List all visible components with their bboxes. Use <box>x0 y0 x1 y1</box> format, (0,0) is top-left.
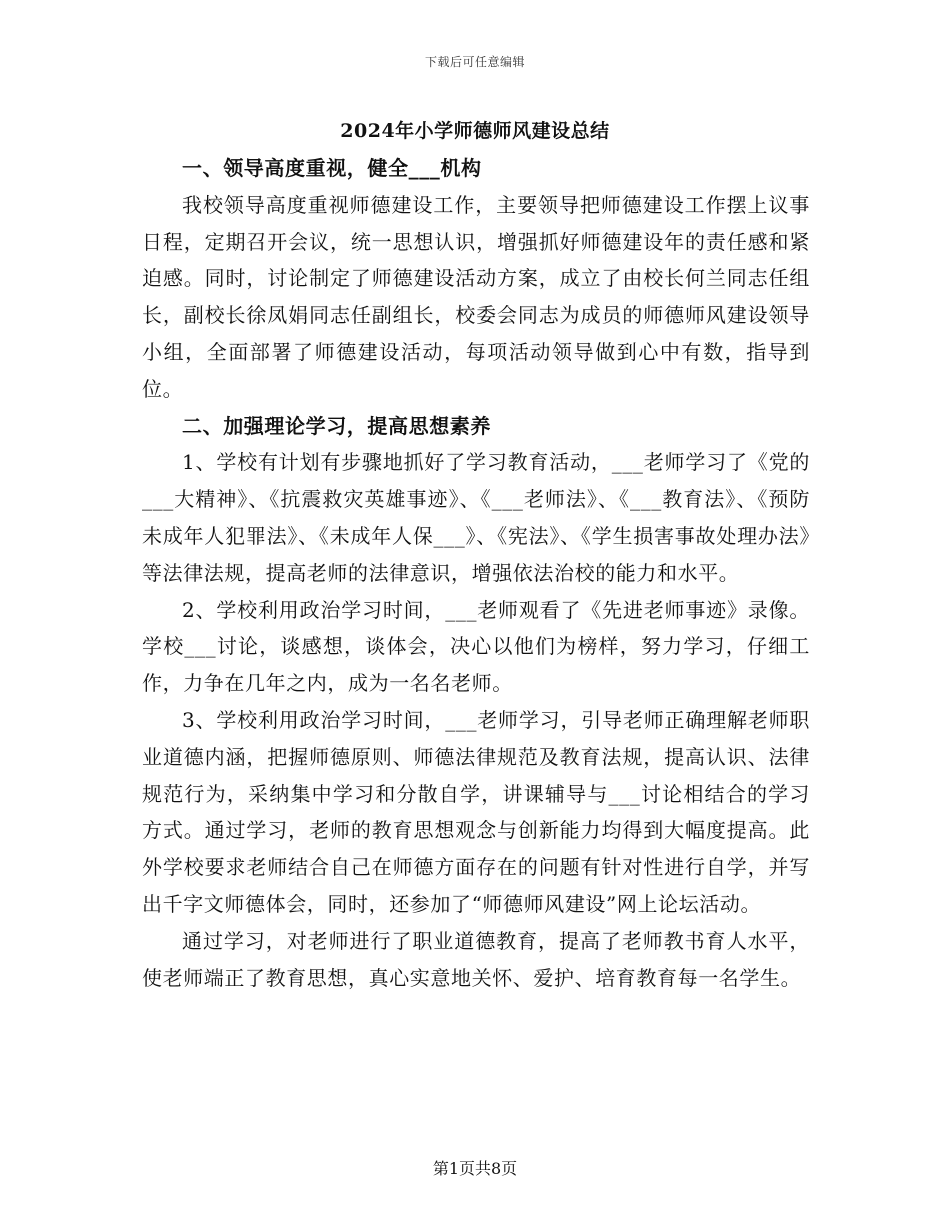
section-1-paragraph-1: 我校领导高度重视师德建设工作，主要领导把师德建设工作摆上议事日程，定期召开会议，统一思想认识，增强抓好师德建设年的责任感和紧迫感。同时，讨论制定了师德建设活动方案，成立了由校长何兰同志任组长，副校长徐凤娟同志任副组长，校委会同志为成员的师德师风建设领导小组，全面部署了师德建设活动，每项活动领导做到心中有数，指导到位。 <box>142 192 810 401</box>
section-2-paragraph-4: 通过学习，对老师进行了职业道德教育，提高了老师教书育人水平，使老师端正了教育思想，真心实意地关怀、爱护、培育教育每一名学生。 <box>142 928 810 990</box>
header-note: 下载后可任意编辑 <box>424 55 525 69</box>
page-number: 第1页共8页 <box>432 1159 518 1178</box>
document-title: 2024年小学师德师风建设总结 <box>340 120 610 142</box>
document-body <box>142 150 810 996</box>
section-2-heading: 二、加强理论学习，提高思想素养 <box>182 413 491 438</box>
section-1-heading: 一、领导高度重视，健全___机构 <box>182 156 482 180</box>
section-2-paragraph-2: 2、学校利用政治学习时间，___老师观看了《先进老师事迹》录像。学校___讨论，谈感想，谈体会，决心以他们为榜样，努力学习，仔细工作，力争在几年之内，成为一名名老师。 <box>142 597 810 696</box>
section-2-paragraph-1: 1、学校有计划有步骤地抓好了学习教育活动，___老师学习了《党的___大精神》、《抗震救灾英雄事迹》、《___老师法》、《___教育法》、《预防未成年人犯罪法》、《未成年人保___》、《宪法》、《学生损害事故处理办法》等法律法规，提高老师的法律意识，增强依法治校的能力和水平。 <box>142 450 810 585</box>
section-2-paragraph-3: 3、学校利用政治学习时间，___老师学习，引导老师正确理解老师职业道德内涵，把握师德原则、师德法律规范及教育法规，提高认识、法律规范行为，采纳集中学习和分散自学，讲课辅导与___讨论相结合的学习方式。通过学习，老师的教育思想观念与创新能力均得到大幅度提高。此外学校要求老师结合自己在师德方面存在的问题有针对性进行自学，并写出千字文师德体会，同时，还参加了“师德师风建设”网上论坛活动。 <box>142 707 810 916</box>
